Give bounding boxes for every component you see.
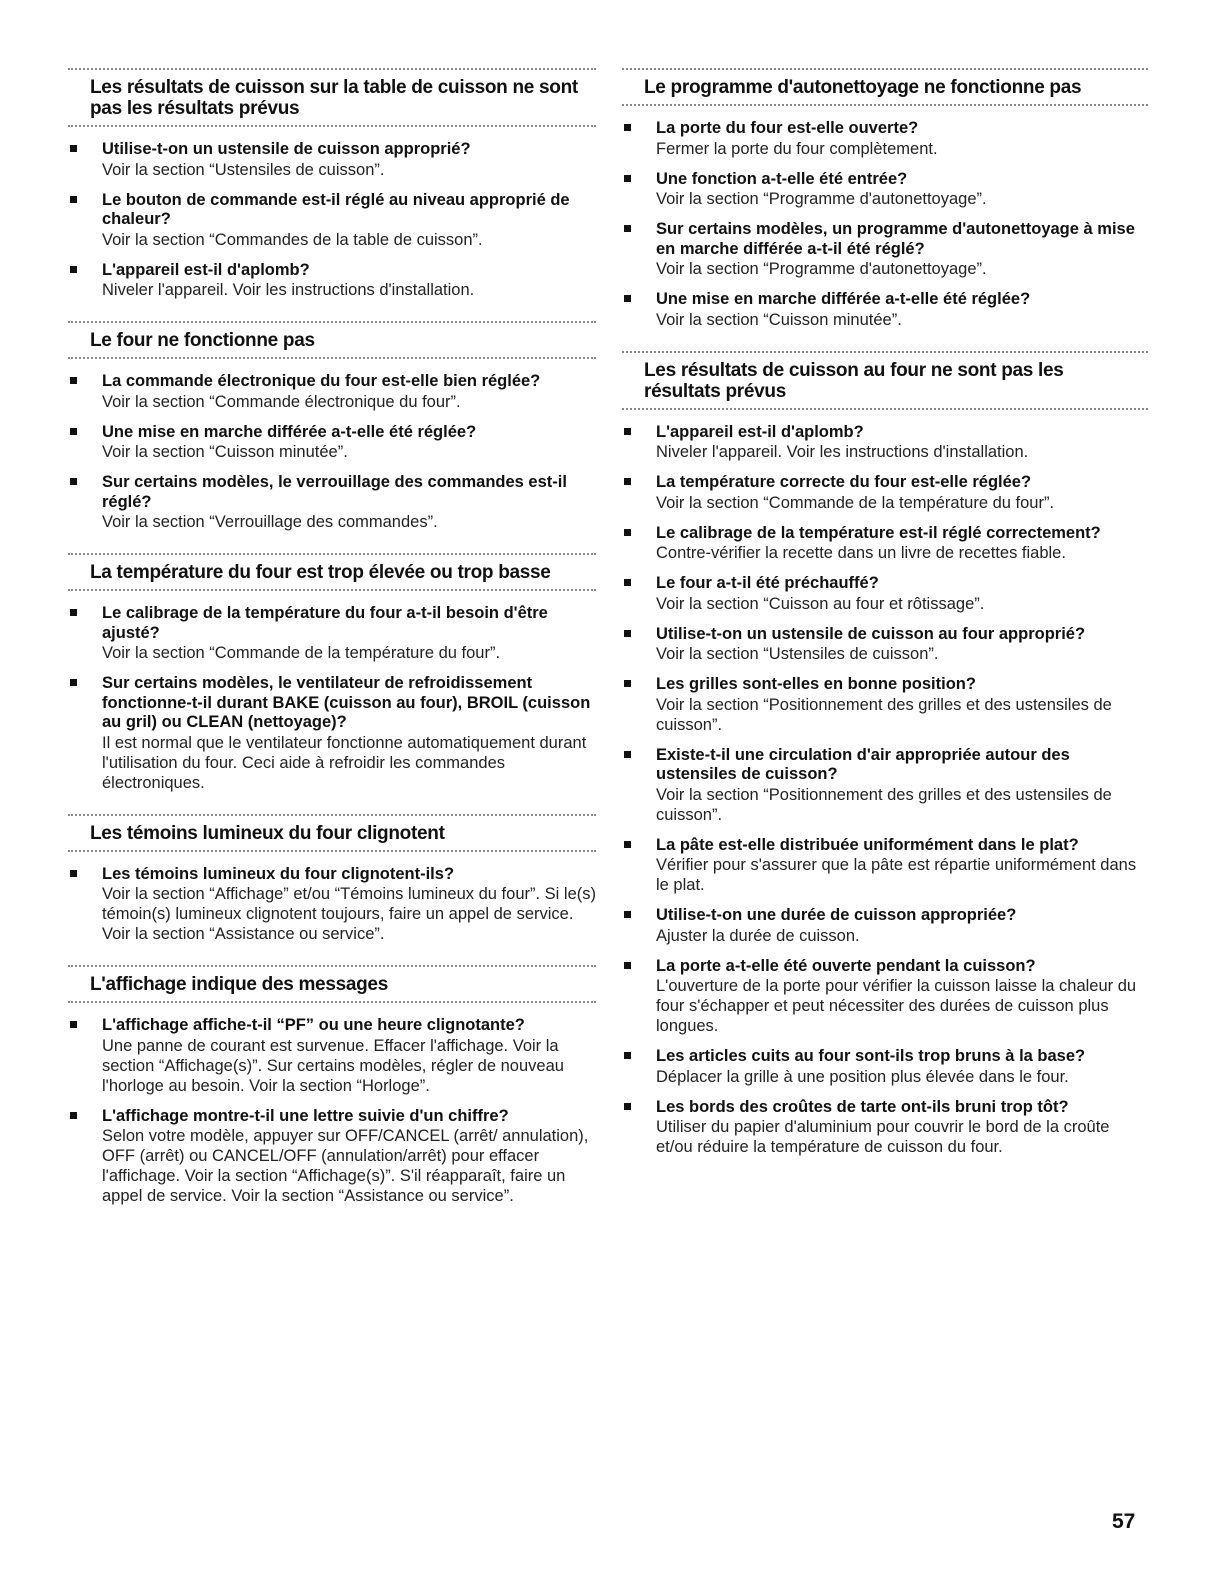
list-item [622,625,1148,665]
troubleshooting-section [68,321,596,547]
question-text: L'appareil est-il d'aplomb? [656,422,864,441]
question-text: L'affichage affiche-t-il “PF” ou une heure clignotante? [102,1016,525,1034]
question-text: Une mise en marche différée a-t-elle été réglée? [102,422,477,441]
square-bullet-icon [624,579,631,586]
section-title: Les témoins lumineux du four clignotent [90,822,445,844]
square-bullet-icon [70,870,77,877]
section-title: Le programme d'autonettoyage ne fonctionne pas [644,77,1082,98]
troubleshooting-section [68,553,596,808]
question-text: Le bouton de commande est-il réglé au niveau approprié de chaleur? [102,190,570,228]
square-bullet-icon [624,630,631,637]
square-bullet-icon [70,196,77,203]
answer-text: Niveler l'appareil. Voir les instructions d'installation. [102,281,475,299]
answer-text: Voir la section “Ustensiles de cuisson”. [102,160,385,179]
question-text: Les grilles sont-elles en bonne position? [656,675,976,693]
list-item [68,423,596,463]
list-item [622,220,1148,279]
answer-text: Voir la section “Affichage” et/ou “Témoins lumineux du four”. Si le(s) témoin(s) lumineux clignotent toujours, faire un appel de service. Voir la section “Assistance ou service”. [102,885,596,943]
section-title: Les résultats de cuisson sur la table de cuisson ne sont pas les résultats prévus [90,77,578,119]
square-bullet-icon [624,529,631,536]
list-item [622,1098,1148,1158]
list-item [68,1016,596,1096]
answer-text: Voir la section “Positionnement des grilles et des ustensiles de cuisson”. [656,695,1112,734]
square-bullet-icon [624,295,631,302]
list-item [68,261,596,301]
list-item [68,604,596,663]
square-bullet-icon [624,751,631,758]
question-text: Une mise en marche différée a-t-elle été réglée? [656,290,1031,308]
answer-text: Voir la section “Commande électronique du four”. [102,392,461,411]
answer-text: Voir la section “Positionnement des grilles et des ustensiles de cuisson”. [656,785,1112,824]
square-bullet-icon [624,124,631,131]
square-bullet-icon [624,428,631,435]
list-item [68,191,596,250]
question-text: Le calibrage de la température est-il réglé correctement? [656,523,1101,542]
troubleshooting-section [68,814,596,960]
troubleshooting-section [68,965,596,1221]
question-list [68,127,596,315]
question-text: La porte a-t-elle été ouverte pendant la cuisson? [656,956,1036,975]
question-text: Les témoins lumineux du four clignotent-ils? [102,864,455,883]
list-item [622,290,1148,330]
list-item [622,675,1148,735]
list-item [68,674,596,793]
square-bullet-icon [70,609,77,616]
square-bullet-icon [624,841,631,848]
left-column [68,68,596,1227]
list-item [68,865,596,945]
square-bullet-icon [70,377,77,384]
square-bullet-icon [70,679,77,686]
question-text: Les bords des croûtes de tarte ont-ils bruni trop tôt? [656,1097,1069,1116]
square-bullet-icon [70,145,77,152]
answer-text: Déplacer la grille à une position plus élevée dans le four. [656,1067,1069,1086]
answer-text: Voir la section “Commande de la température du four”. [102,644,501,662]
answer-text: Fermer la porte du four complètement. [656,139,938,158]
page-number: 57 [1112,1510,1136,1533]
square-bullet-icon [70,428,77,435]
answer-text: Voir la section “Commande de la température du four”. [656,493,1055,512]
section-title: Les résultats de cuisson au four ne sont pas les résultats prévus [644,359,1064,402]
answer-text: Selon votre modèle, appuyer sur OFF/CANCEL (arrêt/ annulation), OFF (arrêt) ou CANCEL/OFF (annulation/arrêt) pour effacer l'affichage. Voir la section “Affichage(s)”. S'il réapparaît, faire un appel de service. Voir la section “Assistance ou service”. [102,1127,589,1205]
list-item [622,1047,1148,1087]
troubleshooting-section [622,351,1148,1173]
square-bullet-icon [70,478,77,485]
list-item [622,423,1148,463]
list-item [622,906,1148,946]
answer-text: Niveler l'appareil. Voir les instructions d'installation. [656,443,1029,461]
right-column [622,68,1148,1178]
question-list [68,359,596,547]
list-item [68,372,596,412]
question-text: Existe-t-il une circulation d'air appropriée autour des ustensiles de cuisson? [656,745,1070,783]
answer-text: Ajuster la durée de cuisson. [656,926,860,945]
list-item [622,957,1148,1037]
square-bullet-icon [624,1103,631,1110]
answer-text: Utiliser du papier d'aluminium pour couvrir le bord de la croûte et/ou réduire la température de cuisson du four. [656,1118,1110,1156]
square-bullet-icon [624,175,631,182]
list-item [622,574,1148,614]
question-text: Utilise-t-on un ustensile de cuisson au four approprié? [656,624,1086,643]
square-bullet-icon [70,266,77,273]
list-item [622,836,1148,896]
list-item [68,140,596,180]
question-text: Le calibrage de la température du four a-t-il besoin d'être ajusté? [102,604,548,642]
answer-text: Voir la section “Ustensiles de cuisson”. [656,645,939,663]
answer-text: Vérifier pour s'assurer que la pâte est répartie uniformément dans le plat. [656,856,1137,894]
list-item [68,473,596,532]
question-text: L'affichage montre-t-il une lettre suivie d'un chiffre? [102,1106,509,1125]
square-bullet-icon [624,478,631,485]
answer-text: Contre-vérifier la recette dans un livre de recettes fiable. [656,544,1066,562]
question-text: Une fonction a-t-elle été entrée? [656,169,908,188]
question-text: La commande électronique du four est-elle bien réglée? [102,372,541,390]
question-text: Utilise-t-on une durée de cuisson appropriée? [656,906,1017,924]
question-text: L'appareil est-il d'aplomb? [102,260,310,279]
question-list [68,1003,596,1221]
square-bullet-icon [624,225,631,232]
section-title: Le four ne fonctionne pas [90,330,315,351]
answer-text: L'ouverture de la porte pour vérifier la cuisson laisse la chaleur du four s'échapper et peut nécessiter des durées de cuisson plus longues. [656,977,1137,1035]
answer-text: Voir la section “Cuisson minutée”. [102,443,348,461]
answer-text: Voir la section “Programme d'autonettoyage”. [656,190,987,208]
answer-text: Voir la section “Cuisson au four et rôtissage”. [656,594,985,613]
question-text: Utilise-t-on un ustensile de cuisson approprié? [102,140,471,158]
question-text: Sur certains modèles, un programme d'autonettoyage à mise en marche différée a-t-il été réglé? [656,220,1135,258]
question-text: Sur certains modèles, le verrouillage des commandes est-il réglé? [102,473,567,511]
answer-text: Une panne de courant est survenue. Effacer l'affichage. Voir la section “Affichage(s)”. Sur certains modèles, régler de nouveau l'horloge au besoin. Voir la section “Horloge”. [102,1036,564,1095]
question-text: Le four a-t-il été préchauffé? [656,574,879,592]
answer-text: Il est normal que le ventilateur fonctionne automatiquement durant l'utilisation du four. Ceci aide à refroidir les commandes électroniques. [102,733,587,792]
list-item [622,746,1148,825]
question-list [68,591,596,808]
list-item [622,170,1148,210]
question-text: Sur certains modèles, le ventilateur de refroidissement fonctionne-t-il durant BAKE (cuisson au four), BROIL (cuisson au gril) ou CLEAN (nettoyage)? [102,674,591,731]
question-list [68,852,596,960]
question-text: Les articles cuits au four sont-ils trop bruns à la base? [656,1047,1086,1065]
section-title: La température du four est trop élevée ou trop basse [90,562,551,583]
answer-text: Voir la section “Programme d'autonettoyage”. [656,260,987,278]
question-text: La porte du four est-elle ouverte? [656,119,919,137]
question-text: La température correcte du four est-elle réglée? [656,473,1032,491]
answer-text: Voir la section “Commandes de la table de cuisson”. [102,230,483,249]
square-bullet-icon [624,962,631,969]
troubleshooting-section [68,68,596,315]
square-bullet-icon [624,911,631,918]
answer-text: Voir la section “Cuisson minutée”. [656,310,902,329]
list-item [622,119,1148,159]
square-bullet-icon [624,1052,631,1059]
troubleshooting-section [622,68,1148,345]
question-text: La pâte est-elle distribuée uniformément dans le plat? [656,835,1079,854]
list-item [622,473,1148,513]
square-bullet-icon [70,1112,77,1119]
list-item [68,1107,596,1207]
question-list [622,106,1148,345]
square-bullet-icon [624,680,631,687]
answer-text: Voir la section “Verrouillage des commandes”. [102,513,438,531]
square-bullet-icon [70,1021,77,1028]
question-list [622,410,1148,1173]
section-title: L'affichage indique des messages [90,974,388,995]
list-item [622,524,1148,564]
